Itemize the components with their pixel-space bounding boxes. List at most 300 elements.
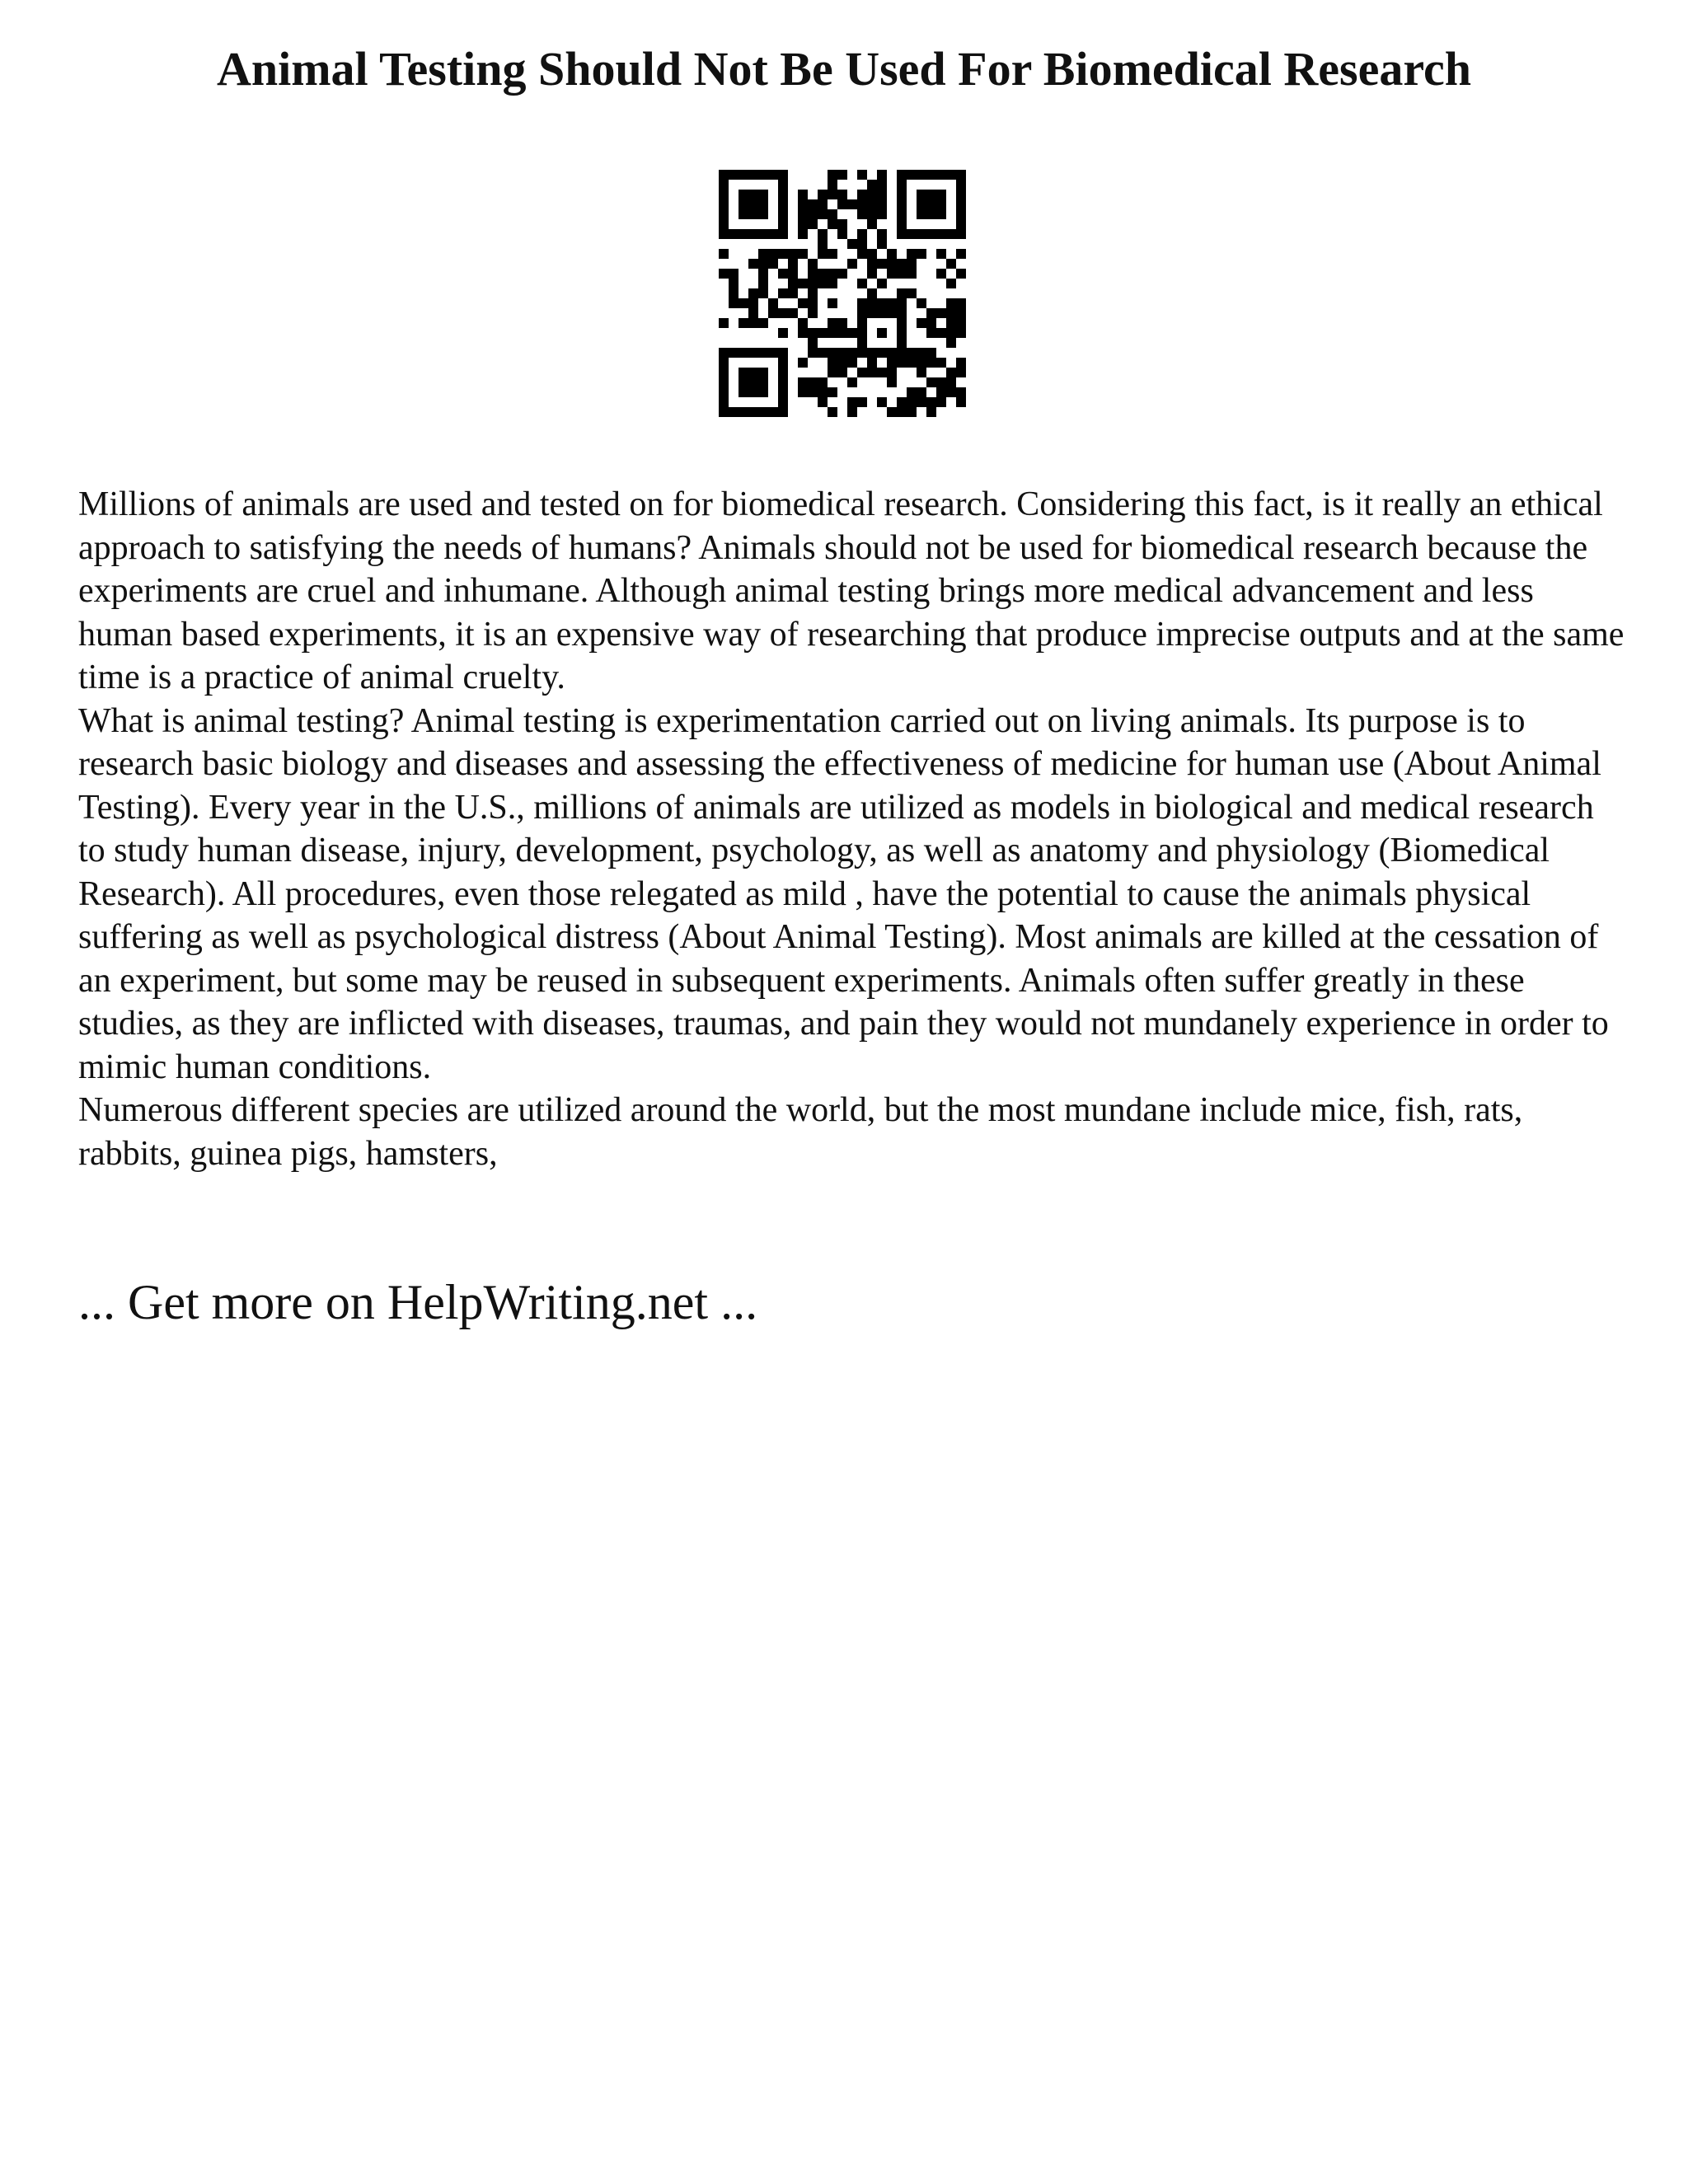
qr-module bbox=[877, 199, 887, 209]
qr-module bbox=[738, 229, 748, 239]
qr-module bbox=[837, 348, 847, 358]
qr-module bbox=[748, 259, 758, 269]
qr-module bbox=[748, 348, 758, 358]
qr-module bbox=[936, 397, 946, 407]
qr-module bbox=[818, 377, 828, 387]
qr-module bbox=[857, 328, 867, 338]
qr-module bbox=[828, 219, 837, 229]
qr-module bbox=[936, 358, 946, 368]
qr-module bbox=[917, 318, 926, 328]
qr-module bbox=[887, 308, 897, 318]
qr-module bbox=[778, 308, 788, 318]
qr-module bbox=[818, 328, 828, 338]
qr-module bbox=[719, 358, 729, 368]
get-more-link[interactable]: ... Get more on HelpWriting.net ... bbox=[78, 1275, 758, 1329]
qr-module bbox=[946, 259, 956, 269]
qr-module bbox=[887, 259, 897, 269]
qr-module bbox=[798, 318, 808, 328]
qr-module bbox=[926, 358, 936, 368]
qr-module bbox=[877, 190, 887, 199]
qr-module bbox=[808, 199, 818, 209]
qr-module bbox=[847, 199, 857, 209]
qr-module bbox=[857, 348, 867, 358]
qr-module bbox=[719, 170, 729, 180]
qr-module bbox=[778, 328, 788, 338]
qr-module bbox=[788, 249, 798, 259]
qr-module bbox=[907, 229, 917, 239]
qr-module bbox=[738, 190, 748, 199]
qr-module bbox=[946, 368, 956, 377]
qr-module bbox=[818, 387, 828, 397]
qr-module bbox=[877, 348, 887, 358]
qr-module bbox=[877, 180, 887, 190]
qr-module bbox=[738, 318, 748, 328]
qr-module bbox=[778, 269, 788, 279]
qr-module bbox=[778, 358, 788, 368]
qr-module bbox=[748, 318, 758, 328]
qr-module bbox=[877, 259, 887, 269]
qr-module bbox=[768, 170, 778, 180]
qr-module bbox=[956, 318, 966, 328]
qr-module bbox=[719, 407, 729, 417]
qr-module bbox=[926, 407, 936, 417]
qr-module bbox=[867, 209, 877, 219]
qr-module bbox=[956, 249, 966, 259]
qr-module bbox=[936, 269, 946, 279]
qr-module bbox=[936, 199, 946, 209]
qr-module bbox=[719, 209, 729, 219]
qr-module bbox=[788, 288, 798, 298]
qr-module bbox=[719, 190, 729, 199]
qr-module bbox=[818, 397, 828, 407]
qr-module bbox=[798, 387, 808, 397]
qr-module bbox=[778, 170, 788, 180]
qr-module bbox=[936, 209, 946, 219]
qr-module bbox=[897, 190, 907, 199]
qr-module bbox=[877, 209, 887, 219]
qr-module bbox=[867, 368, 877, 377]
body-paragraph-2: What is animal testing? Animal testing is experimentation carried out on living animals. Its purpose is to research basic biology and diseases and assessing the effectiveness of medicine for human use (About Animal Testing). Every year in the U.S., millions of animals are utilized as models in biological and medical research to study human disease, injury, development, psychology, as well as anatomy and physiology (Biomedical Research). All procedures, even those relegated as mild , have the potential to cause the animals physical suffering as well as psychological distress (About Animal Testing). Most animals are killed at the cessation of an experiment, but some may be reused in subsequent experiments. Animals often suffer greatly in these studies, as they are inflicted with diseases, traumas, and pain they would not mundanely experience in order to mimic human conditions. bbox=[78, 701, 1609, 1086]
qr-module bbox=[897, 397, 907, 407]
qr-module bbox=[887, 249, 897, 259]
qr-module bbox=[758, 348, 768, 358]
qr-module bbox=[748, 377, 758, 387]
qr-module bbox=[719, 318, 729, 328]
qr-module bbox=[936, 387, 946, 397]
qr-module bbox=[738, 199, 748, 209]
qr-module bbox=[877, 229, 887, 239]
qr-module bbox=[738, 209, 748, 219]
qr-module bbox=[867, 199, 877, 209]
qr-module bbox=[778, 368, 788, 377]
qr-module bbox=[818, 239, 828, 249]
qr-module bbox=[907, 259, 917, 269]
qr-module bbox=[808, 209, 818, 219]
qr-module bbox=[956, 358, 966, 368]
qr-module bbox=[758, 377, 768, 387]
qr-module bbox=[956, 209, 966, 219]
qr-module bbox=[758, 279, 768, 288]
qr-module bbox=[719, 377, 729, 387]
qr-module bbox=[748, 298, 758, 308]
qr-module bbox=[778, 209, 788, 219]
qr-module bbox=[897, 170, 907, 180]
qr-module bbox=[837, 219, 847, 229]
qr-module bbox=[768, 348, 778, 358]
qr-module bbox=[936, 190, 946, 199]
qr-module bbox=[778, 219, 788, 229]
qr-module bbox=[798, 190, 808, 199]
qr-module bbox=[926, 170, 936, 180]
qr-module bbox=[917, 368, 926, 377]
qr-module bbox=[867, 358, 877, 368]
qr-module bbox=[867, 308, 877, 318]
qr-module bbox=[867, 269, 877, 279]
qr-module bbox=[897, 407, 907, 417]
qr-module bbox=[748, 387, 758, 397]
qr-module bbox=[778, 249, 788, 259]
qr-module bbox=[946, 308, 956, 318]
body-paragraph-1: Millions of animals are used and tested on for biomedical research. Considering this fact, is it really an ethical approach to satisfying the needs of humans? Animals should not be used for biomedical research because the experiments are cruel and inhumane. Although animal testing brings more medical advancement and less human based experiments, it is an expensive way of researching that produce imprecise outputs and at the same time is a practice of animal cruelty. bbox=[78, 485, 1625, 696]
qr-module bbox=[897, 348, 907, 358]
qr-module bbox=[946, 279, 956, 288]
qr-module bbox=[828, 170, 837, 180]
qr-module bbox=[897, 298, 907, 308]
qr-module bbox=[748, 190, 758, 199]
qr-module bbox=[729, 229, 738, 239]
qr-module bbox=[857, 190, 867, 199]
qr-module bbox=[837, 368, 847, 377]
qr-module bbox=[719, 387, 729, 397]
qr-module bbox=[748, 209, 758, 219]
qr-module bbox=[818, 229, 828, 239]
qr-module bbox=[897, 358, 907, 368]
qr-module bbox=[867, 190, 877, 199]
qr-module bbox=[768, 259, 778, 269]
qr-module bbox=[738, 407, 748, 417]
body-paragraph-3: Numerous different species are utilized around the world, but the most mundane include mice, fish, rats, rabbits, guinea pigs, hamsters, bbox=[78, 1091, 1523, 1173]
qr-module bbox=[917, 358, 926, 368]
qr-module bbox=[808, 269, 818, 279]
qr-module bbox=[788, 269, 798, 279]
qr-module bbox=[748, 170, 758, 180]
qr-module bbox=[748, 229, 758, 239]
qr-module bbox=[917, 348, 926, 358]
qr-module bbox=[808, 259, 818, 269]
qr-module bbox=[926, 328, 936, 338]
qr-module bbox=[857, 298, 867, 308]
qr-module bbox=[897, 259, 907, 269]
qr-module bbox=[956, 368, 966, 377]
qr-module bbox=[887, 298, 897, 308]
qr-module bbox=[788, 259, 798, 269]
qr-module bbox=[956, 199, 966, 209]
qr-module bbox=[857, 338, 867, 348]
document-body bbox=[78, 483, 1628, 1175]
qr-module bbox=[857, 308, 867, 318]
qr-module bbox=[768, 249, 778, 259]
qr-module bbox=[867, 249, 877, 259]
qr-module bbox=[867, 259, 877, 269]
qr-module bbox=[877, 279, 887, 288]
qr-module bbox=[768, 229, 778, 239]
qr-module bbox=[857, 279, 867, 288]
qr-module bbox=[867, 298, 877, 308]
qr-module bbox=[837, 199, 847, 209]
qr-module bbox=[847, 259, 857, 269]
qr-module bbox=[857, 209, 867, 219]
qr-module bbox=[818, 209, 828, 219]
qr-module bbox=[828, 318, 837, 328]
qr-module bbox=[778, 407, 788, 417]
qr-module bbox=[956, 180, 966, 190]
qr-module bbox=[907, 269, 917, 279]
qr-module bbox=[798, 328, 808, 338]
qr-module bbox=[818, 279, 828, 288]
qr-module bbox=[758, 387, 768, 397]
qr-module bbox=[897, 269, 907, 279]
qr-module bbox=[897, 199, 907, 209]
qr-module bbox=[719, 219, 729, 229]
qr-module bbox=[926, 190, 936, 199]
qr-module bbox=[808, 348, 818, 358]
qr-module bbox=[887, 368, 897, 377]
qr-module bbox=[936, 328, 946, 338]
qr-module bbox=[857, 249, 867, 259]
qr-module bbox=[847, 358, 857, 368]
qr-module bbox=[897, 229, 907, 239]
qr-module bbox=[956, 397, 966, 407]
qr-module bbox=[936, 170, 946, 180]
qr-module bbox=[758, 229, 768, 239]
qr-module bbox=[926, 318, 936, 328]
qr-module bbox=[946, 377, 956, 387]
qr-module bbox=[907, 249, 917, 259]
qr-module bbox=[897, 328, 907, 338]
qr-module bbox=[907, 397, 917, 407]
qr-module bbox=[926, 348, 936, 358]
qr-module bbox=[748, 288, 758, 298]
qr-module bbox=[758, 170, 768, 180]
qr-module bbox=[847, 239, 857, 249]
qr-module bbox=[758, 368, 768, 377]
qr-module bbox=[798, 358, 808, 368]
qr-module bbox=[837, 269, 847, 279]
qr-module bbox=[818, 190, 828, 199]
qr-module bbox=[897, 288, 907, 298]
qr-module bbox=[887, 407, 897, 417]
qr-module bbox=[917, 229, 926, 239]
qr-module bbox=[768, 407, 778, 417]
qr-module bbox=[907, 387, 917, 397]
qr-module bbox=[719, 269, 729, 279]
qr-module bbox=[798, 377, 808, 387]
qr-module bbox=[877, 170, 887, 180]
qr-module bbox=[926, 199, 936, 209]
qr-module bbox=[758, 259, 768, 269]
qr-module bbox=[907, 348, 917, 358]
qr-module bbox=[758, 190, 768, 199]
qr-module bbox=[926, 308, 936, 318]
qr-module bbox=[857, 229, 867, 239]
qr-module bbox=[867, 348, 877, 358]
qr-code-icon[interactable] bbox=[719, 170, 966, 417]
qr-module bbox=[788, 279, 798, 288]
qr-module bbox=[897, 219, 907, 229]
qr-module bbox=[867, 219, 877, 229]
qr-module bbox=[778, 348, 788, 358]
qr-module bbox=[926, 377, 936, 387]
qr-module bbox=[729, 348, 738, 358]
qr-module bbox=[897, 209, 907, 219]
qr-module bbox=[719, 229, 729, 239]
qr-module bbox=[828, 180, 837, 190]
qr-module bbox=[887, 358, 897, 368]
qr-module bbox=[719, 397, 729, 407]
qr-module bbox=[897, 308, 907, 318]
qr-module bbox=[778, 180, 788, 190]
qr-module bbox=[778, 387, 788, 397]
qr-module bbox=[738, 387, 748, 397]
qr-module bbox=[877, 298, 887, 308]
qr-module bbox=[828, 348, 837, 358]
qr-module bbox=[729, 269, 738, 279]
qr-module bbox=[778, 190, 788, 199]
qr-module bbox=[956, 229, 966, 239]
qr-module bbox=[917, 298, 926, 308]
qr-module bbox=[946, 170, 956, 180]
qr-module bbox=[758, 209, 768, 219]
qr-module bbox=[956, 170, 966, 180]
qr-module bbox=[788, 308, 798, 318]
qr-code-graphic bbox=[719, 170, 966, 417]
qr-module bbox=[808, 338, 818, 348]
qr-module bbox=[778, 199, 788, 209]
qr-module bbox=[748, 407, 758, 417]
qr-module bbox=[808, 288, 818, 298]
qr-module bbox=[798, 219, 808, 229]
qr-module bbox=[828, 368, 837, 377]
qr-module bbox=[867, 288, 877, 298]
qr-module bbox=[926, 209, 936, 219]
qr-module bbox=[857, 318, 867, 328]
qr-module bbox=[778, 288, 788, 298]
qr-module bbox=[857, 170, 867, 180]
qr-module bbox=[926, 229, 936, 239]
document-title: Animal Testing Should Not Be Used For Biomedical Research bbox=[216, 42, 1472, 96]
qr-module bbox=[857, 368, 867, 377]
qr-module bbox=[946, 298, 956, 308]
qr-module bbox=[857, 239, 867, 249]
qr-module bbox=[729, 170, 738, 180]
qr-module bbox=[758, 199, 768, 209]
qr-module bbox=[847, 407, 857, 417]
qr-module bbox=[956, 387, 966, 397]
qr-module bbox=[719, 199, 729, 209]
qr-module bbox=[808, 308, 818, 318]
qr-module bbox=[828, 328, 837, 338]
qr-module bbox=[857, 397, 867, 407]
qr-module bbox=[798, 199, 808, 209]
qr-module bbox=[887, 348, 897, 358]
qr-module bbox=[748, 368, 758, 377]
qr-module bbox=[847, 397, 857, 407]
qr-module bbox=[837, 229, 847, 239]
qr-module bbox=[877, 368, 887, 377]
qr-module bbox=[818, 199, 828, 209]
qr-module bbox=[847, 377, 857, 387]
qr-module bbox=[738, 298, 748, 308]
qr-module bbox=[917, 209, 926, 219]
qr-module bbox=[936, 308, 946, 318]
qr-module bbox=[738, 170, 748, 180]
qr-module bbox=[798, 279, 808, 288]
qr-module bbox=[837, 358, 847, 368]
qr-module bbox=[837, 318, 847, 328]
qr-module bbox=[828, 249, 837, 259]
qr-module bbox=[818, 269, 828, 279]
qr-module bbox=[847, 328, 857, 338]
qr-module bbox=[857, 199, 867, 209]
qr-module bbox=[719, 348, 729, 358]
qr-module bbox=[917, 397, 926, 407]
qr-module bbox=[877, 397, 887, 407]
qr-module bbox=[738, 368, 748, 377]
qr-module bbox=[946, 229, 956, 239]
qr-module bbox=[917, 249, 926, 259]
qr-module bbox=[877, 308, 887, 318]
qr-module bbox=[828, 387, 837, 397]
qr-module bbox=[798, 229, 808, 239]
qr-module bbox=[828, 358, 837, 368]
qr-module bbox=[917, 387, 926, 397]
qr-module bbox=[907, 358, 917, 368]
qr-module bbox=[818, 249, 828, 259]
qr-module bbox=[847, 348, 857, 358]
qr-module bbox=[877, 239, 887, 249]
qr-module bbox=[956, 328, 966, 338]
qr-module bbox=[828, 209, 837, 219]
qr-module bbox=[768, 298, 778, 308]
qr-module bbox=[956, 308, 966, 318]
qr-module bbox=[917, 199, 926, 209]
qr-module bbox=[748, 199, 758, 209]
qr-module bbox=[808, 298, 818, 308]
qr-module bbox=[778, 397, 788, 407]
qr-module bbox=[828, 407, 837, 417]
qr-module bbox=[946, 318, 956, 328]
qr-module bbox=[867, 180, 877, 190]
qr-module bbox=[956, 298, 966, 308]
qr-module bbox=[738, 348, 748, 358]
qr-module bbox=[837, 190, 847, 199]
qr-module bbox=[907, 170, 917, 180]
qr-module bbox=[719, 180, 729, 190]
qr-module bbox=[828, 298, 837, 308]
qr-module bbox=[758, 249, 768, 259]
qr-module bbox=[758, 407, 768, 417]
qr-module bbox=[946, 328, 956, 338]
qr-module bbox=[956, 190, 966, 199]
qr-module bbox=[758, 318, 768, 328]
qr-module bbox=[917, 190, 926, 199]
qr-module bbox=[946, 387, 956, 397]
qr-module bbox=[808, 279, 818, 288]
qr-module bbox=[828, 279, 837, 288]
qr-module bbox=[758, 288, 768, 298]
qr-module bbox=[729, 298, 738, 308]
qr-module bbox=[946, 338, 956, 348]
